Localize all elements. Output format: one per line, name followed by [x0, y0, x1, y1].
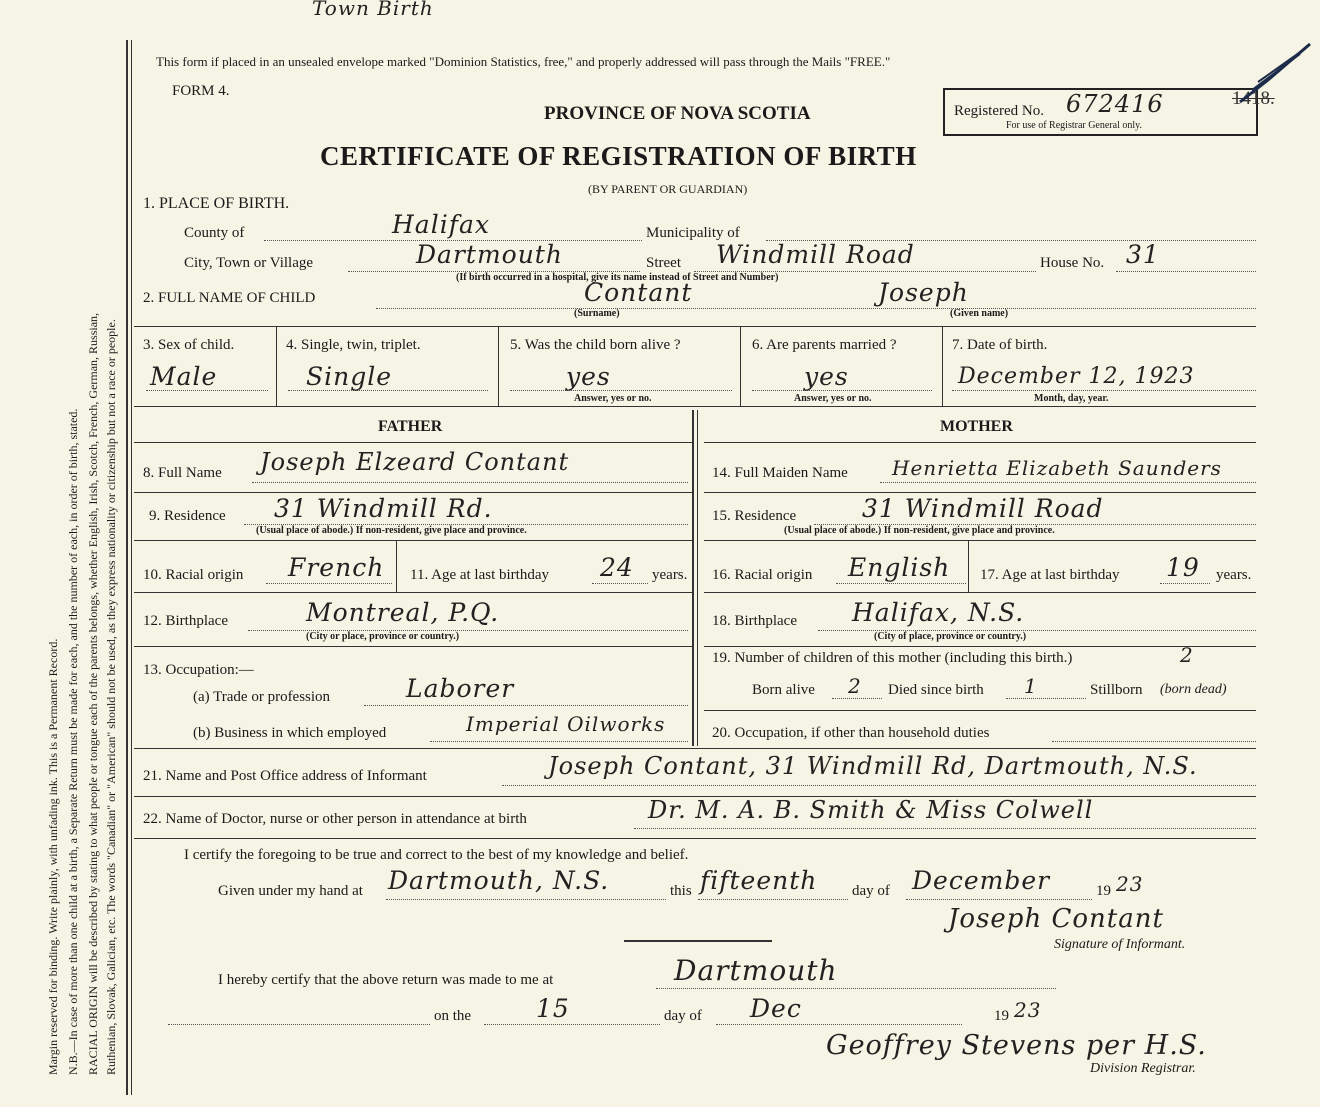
mother-racial-label: 16. Racial origin [712, 567, 813, 583]
sex-value: Male [150, 362, 218, 391]
child-surname: Contant [584, 278, 693, 307]
multiple-value: Single [306, 362, 393, 391]
mother-racial-value: English [848, 553, 951, 582]
father-birthplace-caption: (City or place, province or country.) [306, 631, 460, 642]
mother-birthplace-value: Halifax, N.S. [852, 598, 1025, 627]
province-heading: PROVINCE OF NOVA SCOTIA [544, 103, 811, 124]
doctor-value: Dr. M. A. B. Smith & Miss Colwell [648, 796, 1094, 824]
certify-statement: I certify the foregoing to be true and correct to the best of my knowledge and belief. [184, 847, 689, 863]
certificate-title: CERTIFICATE OF REGISTRATION OF BIRTH [320, 141, 917, 171]
mother-children-label: 19. Number of children of this mother (including this birth.) [712, 650, 1073, 666]
on-the-label: on the [434, 1008, 472, 1024]
registered-label: Registered No. [954, 103, 1044, 119]
year-value: 23 [1116, 872, 1144, 896]
surname-caption: (Surname) [574, 308, 620, 319]
county-label: County of [184, 225, 245, 241]
born-alive-value: 2 [848, 674, 862, 698]
father-birthplace-label: 12. Birthplace [143, 613, 228, 629]
on-month-value: Dec [750, 994, 802, 1023]
margin-nb-note: N.B.—In case of more than one child at a birth, a Separate Return must be made for each, and the number of each, in order of birth, stated. [66, 408, 80, 1075]
certificate-subtitle: (BY PARENT OR GUARDIAN) [588, 182, 748, 196]
dob-value: December 12, 1923 [958, 364, 1195, 389]
informant-label: 21. Name and Post Office address of Informant [143, 768, 427, 784]
registered-note: For use of Registrar General only. [1006, 120, 1142, 131]
father-age-label: 11. Age at last birthday [410, 567, 549, 583]
child-given-name: Joseph [878, 278, 969, 307]
return-place: Dartmouth [674, 954, 838, 987]
margin-binding-note: Margin reserved for binding. Write plainly, with unfading ink. This is a Permanent Record. [46, 638, 60, 1075]
registered-number: 672416 [1066, 90, 1164, 118]
alive-caption: Answer, yes or no. [574, 393, 652, 404]
father-business-value: Imperial Oilworks [466, 712, 666, 736]
father-trade-label: (a) Trade or profession [193, 689, 331, 705]
registrar-caption: Division Registrar. [1090, 1061, 1196, 1076]
street-value: Windmill Road [716, 240, 915, 269]
margin-racial-note-1: RACIAL ORIGIN will be described by stating to what people or tongue each of the parents belongs, whether English, Irish, Scotch, French, German, Russian, [86, 312, 100, 1075]
father-trade-value: Laborer [406, 674, 515, 703]
dob-label: 7. Date of birth. [952, 337, 1048, 353]
married-value: yes [804, 362, 849, 391]
mother-occupation-label: 20. Occupation, if other than household duties [712, 725, 990, 741]
form-number: FORM 4. [172, 83, 230, 99]
house-value: 31 [1126, 240, 1160, 269]
alive-label: 5. Was the child born alive ? [510, 337, 681, 353]
signature-caption: Signature of Informant. [1054, 937, 1186, 952]
top-annotation: Town Birth [312, 0, 434, 20]
father-residence-label: 9. Residence [149, 508, 226, 524]
father-business-label: (b) Business in which employed [193, 725, 387, 741]
stillborn-label: Stillborn [1090, 682, 1143, 698]
day-value: fifteenth [700, 866, 818, 895]
given-place: Dartmouth, N.S. [388, 866, 610, 895]
father-name-label: 8. Full Name [143, 465, 222, 481]
pen-mark-icon [1228, 40, 1312, 110]
street-label: Street [646, 255, 681, 271]
mother-children-value: 2 [1180, 643, 1194, 667]
sex-label: 3. Sex of child. [143, 337, 235, 353]
day-label: day of [852, 883, 890, 899]
mother-name-label: 14. Full Maiden Name [712, 465, 848, 481]
year-prefix: 19 [1096, 883, 1111, 899]
mother-heading: MOTHER [940, 418, 1013, 435]
mother-birthplace-label: 18. Birthplace [712, 613, 797, 629]
city-label: City, Town or Village [184, 255, 314, 271]
margin-racial-note-2: Ruthenian, Slovak, Galician, etc. The words "Canadian" or "American" should not be used, as they express nationality or citizenship but not a race or people. [104, 319, 118, 1075]
died-value: 1 [1024, 674, 1038, 698]
informant-signature: Joseph Contant [948, 904, 1164, 934]
mother-age-unit: years. [1216, 567, 1252, 583]
multiple-label: 4. Single, twin, triplet. [286, 337, 421, 353]
mother-age-value: 19 [1166, 553, 1200, 582]
house-label: House No. [1040, 255, 1105, 271]
mail-notice: This form if placed in an unsealed envelope marked "Dominion Statistics, free," and properly addressed will pass through the Mails "FREE." [156, 54, 891, 69]
place-of-birth-heading: 1. PLACE OF BIRTH. [143, 195, 290, 212]
alive-value: yes [566, 362, 611, 391]
on-day-label: day of [664, 1008, 702, 1024]
married-caption: Answer, yes or no. [794, 393, 872, 404]
born-alive-label: Born alive [752, 682, 815, 698]
on-year-prefix: 19 [994, 1008, 1009, 1024]
given-name-caption: (Given name) [950, 308, 1009, 319]
father-residence-value: 31 Windmill Rd. [274, 494, 493, 523]
mother-name-value: Henrietta Elizabeth Saunders [892, 456, 1222, 480]
mother-residence-value: 31 Windmill Road [862, 494, 1104, 523]
given-label: Given under my hand at [218, 883, 363, 899]
father-residence-caption: (Usual place of abode.) If non-resident, give place and province. [256, 525, 527, 536]
on-year-value: 23 [1014, 998, 1042, 1022]
died-label: Died since birth [888, 682, 984, 698]
this-label: this [670, 883, 692, 899]
municipality-label: Municipality of [646, 225, 740, 241]
father-racial-label: 10. Racial origin [143, 567, 244, 583]
registrar-signature: Geoffrey Stevens per H.S. [826, 1030, 1207, 1061]
dob-caption: Month, day, year. [1034, 393, 1109, 404]
month-value: December [912, 866, 1051, 895]
on-day-value: 15 [536, 994, 570, 1023]
county-value: Halifax [392, 210, 490, 239]
father-heading: FATHER [378, 418, 443, 435]
margin-rule [126, 40, 128, 1095]
mother-birthplace-caption: (City of place, province or country.) [874, 631, 1027, 642]
father-racial-value: French [288, 553, 385, 582]
doctor-label: 22. Name of Doctor, nurse or other person in attendance at birth [143, 811, 527, 827]
mother-residence-label: 15. Residence [712, 508, 797, 524]
street-note: (If birth occurred in a hospital, give its name instead of Street and Number) [456, 272, 779, 283]
return-label: I hereby certify that the above return was made to me at [218, 972, 554, 988]
margin-rule-inner [131, 40, 132, 1095]
informant-value: Joseph Contant, 31 Windmill Rd, Dartmouth, N.S. [548, 752, 1198, 780]
father-birthplace-value: Montreal, P.Q. [306, 598, 500, 627]
father-age-value: 24 [600, 553, 634, 582]
father-age-unit: years. [652, 567, 688, 583]
father-occupation-label: 13. Occupation:— [143, 662, 254, 678]
married-label: 6. Are parents married ? [752, 337, 897, 353]
father-name-value: Joseph Elzeard Contant [260, 448, 570, 476]
registered-struck-number: 1418. [1232, 88, 1275, 109]
stillborn-note: (born dead) [1160, 682, 1227, 697]
city-value: Dartmouth [416, 240, 563, 269]
mother-age-label: 17. Age at last birthday [980, 567, 1120, 583]
mother-residence-caption: (Usual place of abode.) If non-resident, give place and province. [784, 525, 1055, 536]
child-name-label: 2. FULL NAME OF CHILD [143, 290, 316, 306]
